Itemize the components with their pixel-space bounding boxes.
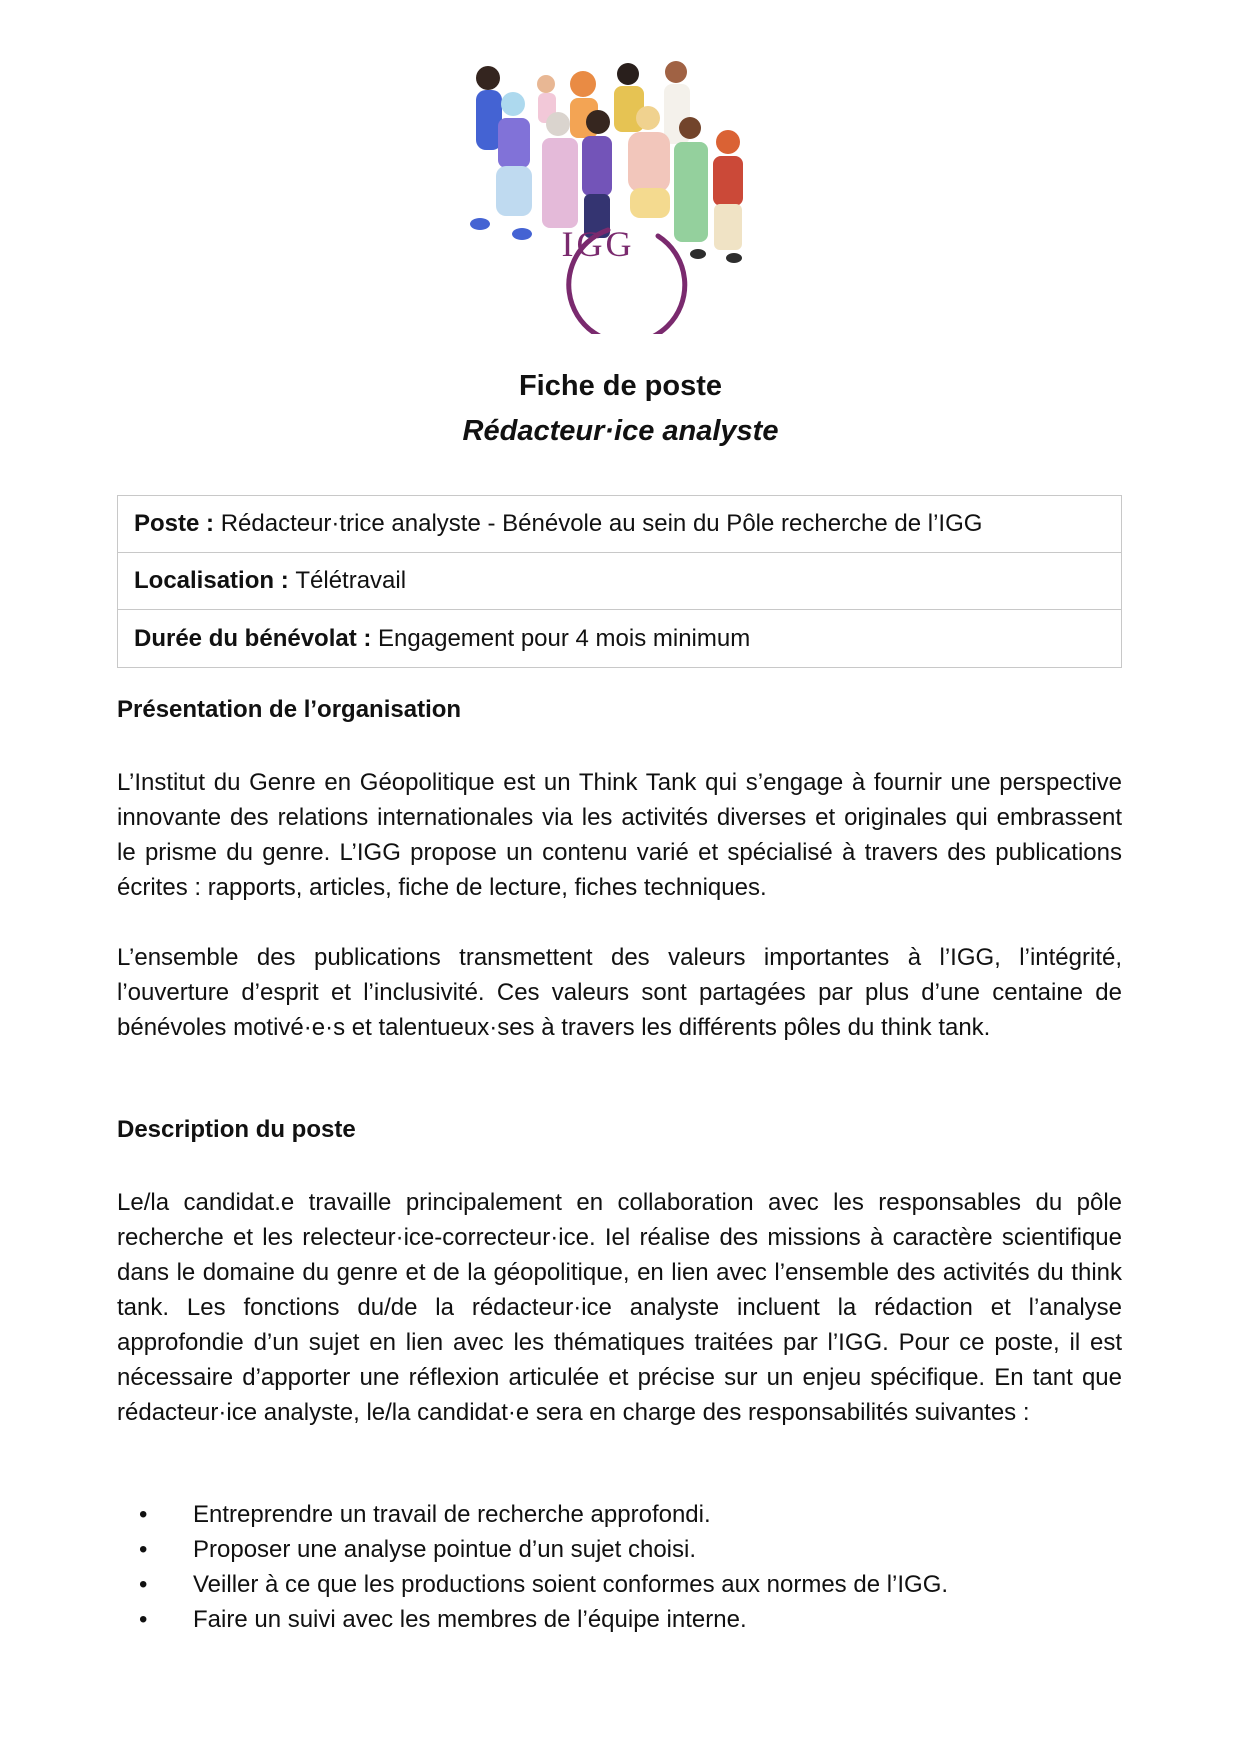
bullet-icon: • xyxy=(139,1571,148,1598)
info-value: Rédacteur·trice analyste - Bénévole au sein du Pôle recherche de l’IGG xyxy=(220,510,983,537)
info-label: Durée du bénévolat : xyxy=(134,624,379,652)
bullet-icon: • xyxy=(139,1606,148,1633)
logo-text: IGG xyxy=(561,224,635,264)
igg-logo-illustration xyxy=(458,58,778,334)
info-value: Télétravail xyxy=(295,567,407,594)
list-item-text: Veiller à ce que les productions soient conformes aux normes de l’IGG. xyxy=(193,1571,949,1598)
description-paragraph: Le/la candidat.e travaille principalement en collaboration avec les responsables du pôle recherche et les relecteur·ice-correcteur·ice. Iel réalise des missions à caractère scientifique dans le domaine du genre et de la géopolitique, en lien avec l’ensemble des activités du think tank. Les fonctions du/de la rédacteur·ice analyste incluent la rédaction et l’analyse approfondie d’un sujet en lien avec les thématiques traitées par l’IGG. Pour ce poste, il est nécessaire d’apporter une réflexion articulée et précise sur un enjeu spécifique. En tant que rédacteur·ice analyste, le/la candidat·e sera en charge des responsabilités suivantes : xyxy=(117,1189,1122,1426)
info-row-localisation xyxy=(118,553,1121,610)
list-item xyxy=(117,1602,1122,1637)
list-item xyxy=(117,1497,1122,1532)
info-label: Poste : xyxy=(134,510,221,537)
bullet-icon: • xyxy=(139,1501,148,1528)
list-item xyxy=(117,1532,1122,1567)
job-info-table xyxy=(117,495,1122,668)
section-heading-presentation: Présentation de l’organisation xyxy=(117,696,462,723)
info-value: Engagement pour 4 mois minimum xyxy=(378,624,751,652)
info-row-duree xyxy=(118,610,1121,667)
page-subtitle: Rédacteur·ice analyste xyxy=(462,415,779,447)
list-item xyxy=(117,1567,1122,1602)
presentation-paragraph-1: L’Institut du Genre en Géopolitique est un Think Tank qui s’engage à fournir une perspective innovante des relations internationales via les activités diverses et originales qui embrassent le prisme du genre. L’IGG propose un contenu varié et spécialisé à travers des publications écrites : rapports, articles, fiche de lecture, fiches techniques. xyxy=(117,769,1122,901)
presentation-paragraph-2: L’ensemble des publications transmettent des valeurs importantes à l’IGG, l’intégrité, l’ouverture d’esprit et l’inclusivité. Ces valeurs sont partagées par plus d’une centaine de bénévoles motivé·e·s et talentueux·ses à travers les différents pôles du think tank. xyxy=(117,944,1122,1041)
people-illustration-icon xyxy=(458,58,778,334)
list-item-text: Entreprendre un travail de recherche approfondi. xyxy=(193,1501,711,1528)
info-row-poste xyxy=(118,496,1121,553)
info-label: Localisation : xyxy=(134,567,296,594)
bullet-icon: • xyxy=(139,1536,148,1563)
responsibilities-list xyxy=(117,1497,1122,1637)
section-heading-description: Description du poste xyxy=(117,1116,356,1143)
page-title: Fiche de poste xyxy=(518,370,723,402)
list-item-text: Proposer une analyse pointue d’un sujet choisi. xyxy=(193,1536,696,1563)
list-item-text: Faire un suivi avec les membres de l’équipe interne. xyxy=(193,1606,747,1633)
